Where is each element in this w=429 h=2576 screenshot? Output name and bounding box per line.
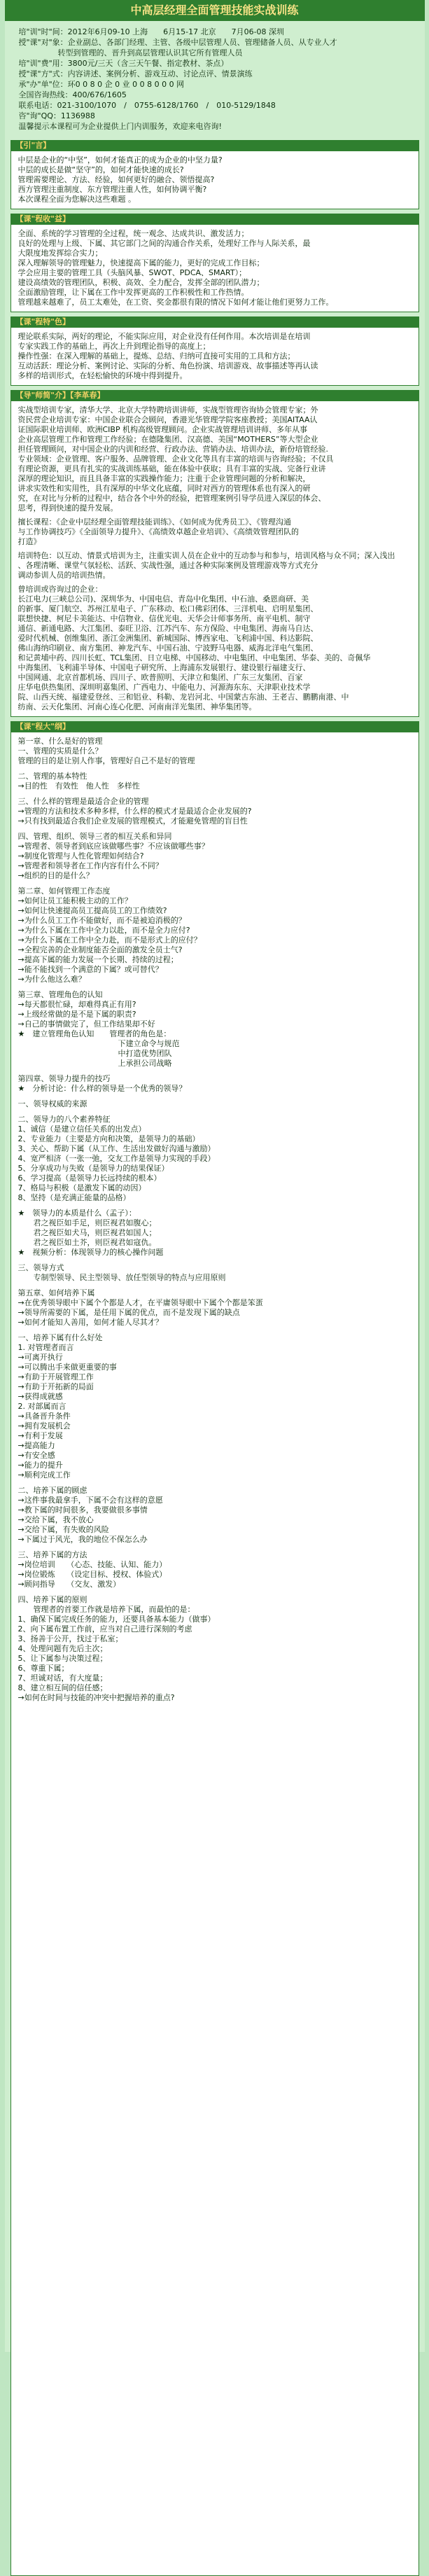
outline-line: 第三章、管理角色的认知 xyxy=(17,990,103,999)
section-line: 思考，得到快速的提升发展。 xyxy=(17,503,118,513)
section-body xyxy=(10,401,419,717)
outline-line: 中打造优势团队 xyxy=(17,1049,172,1058)
section-line: 西方管理注重制度、东方管理注重人性，如何协调平衡? xyxy=(17,185,207,194)
outline-line: →目的性 有效性 他人性 多样性 xyxy=(17,781,140,791)
outline-line: →每天都很忙碌，却难得真正有用? xyxy=(17,1000,136,1009)
outline-line: →具备晋升条件 xyxy=(17,1412,71,1421)
outline-line: →为什么下属在工作中全力赴，而不是形式上的应付？ xyxy=(17,935,202,945)
info-line: 转型到管理的、晋升到高层管理认识其它所有管理人员 xyxy=(57,48,243,57)
outline-gap xyxy=(18,1545,412,1550)
outline-line: →如何在时间与技能的冲突中把握培养的重点? xyxy=(17,1693,175,1702)
outline-line: →如何让员工能积极主动的工作？ xyxy=(17,896,132,905)
outline-line: →自己的事情做完了，但工作结果却不好 xyxy=(17,1019,155,1029)
outline-line: →为什么他这么难？ xyxy=(17,975,86,984)
section-line: 多样的培训形式，在轻松愉快的环境中得到提升。 xyxy=(17,371,188,380)
section-line: 大限度地发挥综合实力； xyxy=(17,249,103,258)
section-line: 证国际职业培训师、欧洲CIBP 机构高级管理顾问。企业实战管理培训讲师、多年从事 xyxy=(17,425,308,434)
outline-line: →全程完善的企业制度能否全面的激发全员士气? xyxy=(17,945,183,954)
outline-line: →可离开执行 xyxy=(17,1353,63,1362)
outline-line: →教下属的时间很多，我要做很多事情 xyxy=(17,1505,148,1515)
section-line: 互动活跃：理论分析、案例讨论、实际的分析、角色扮演、培训游戏、故事描述等再认读 xyxy=(17,361,318,370)
outline-line: 7、坦诚对话，有大度量； xyxy=(17,1673,108,1683)
outline-line: →在优秀领导眼中下属个个都是人才，在平庸领导眼中下属个个都是笨蛋 xyxy=(17,1298,263,1307)
info-line: 授"课"对"象：企业副总、各部门经理、主管、各级中层管理人员、管理储备人员、从专业人才 xyxy=(18,38,337,47)
outline-line: 2、专业能力（主要是方向和决策，是领导力的基础） xyxy=(17,1134,200,1143)
info-line: 培"训"费"用：3800元/三天（含三天午餐、指定教材、茶点） xyxy=(18,59,229,68)
section-line: 长江电力(三峡总公司)、深圳华为、中国电信、青岛中化集团、中石油、桑恩商研、美 xyxy=(17,594,309,604)
outline-header: 【课"程大"纲】 xyxy=(10,721,419,732)
outline-line: →如何才能知人善用，如何才能人尽其才？ xyxy=(17,1318,163,1327)
section-line: 深入理解领导的管理魅力，快速提高下属的能力，更好的完成工作目标； xyxy=(17,258,265,267)
outline-line: →交给下属，有失败的风险 xyxy=(17,1525,109,1534)
outline-gap xyxy=(18,1203,412,1209)
outline-line: →顾问指导 （交友、激发） xyxy=(17,1580,121,1589)
section-header: 【课"程特"色】 xyxy=(10,316,419,328)
outline-line: →提高下属的能力发展一个长期、持续的过程； xyxy=(17,955,178,964)
outline-body xyxy=(10,732,419,2576)
outline-line: →只有找到最适合我们企业发展的管理模式，才能避免管理的盲目性 xyxy=(17,816,248,826)
outline-line: 2. 对部属而言 xyxy=(17,1402,66,1411)
outline-line: →岗位锻炼 （设定目标、授权、体验式） xyxy=(17,1570,167,1579)
outline-gap xyxy=(18,1109,412,1115)
section-line: 深厚的理论知识，而且具备丰富的实践操作能力；注重于企业管理问题的分析和解决， xyxy=(17,474,311,483)
section-header: 【导"师简"介】【李革春】 xyxy=(10,390,419,401)
outline-line: →有利于发展 xyxy=(17,1431,63,1440)
section-line: 、各理清晰、课堂气氛轻松、活跃、实战性强，通过各种实际案例及管理游戏等方式充分 xyxy=(17,561,318,570)
section-line: 的新事、厦门航空、苏州江星电子、广东移动、松口佛彩团体、三洋机电、启明星集团、 xyxy=(17,604,318,613)
outline-line: 2、向下属布置工作前，应当对自己进行深刻的考虑 xyxy=(17,1624,192,1634)
section-line: 与工作协调技巧》《全面领导力提升》、《高绩效卓越企业培训》、《高绩效管理团队的 xyxy=(17,527,299,536)
section-line: 操作性强：在深入理解的基础上，提炼、总结、归纳可直接可实用的工具和方法； xyxy=(17,351,295,361)
outline-line: →可以腾出手来做更重要的事 xyxy=(17,1363,117,1372)
outline-line: →提高能力 xyxy=(17,1441,55,1450)
outline-line: →为什么下属在工作中全力以赴，而不是全力应付? xyxy=(17,926,190,935)
outline-gap xyxy=(18,984,412,990)
outline-line: →有助于开拓新的局面 xyxy=(17,1382,94,1391)
outline-line: 二、管理的基本特性 xyxy=(17,772,87,781)
outline-line: →管理的方法和技术多种多样，什么样的模式才是最适合企业发展的? xyxy=(17,807,252,816)
section-line: 打造》 xyxy=(17,537,41,546)
outline-line: →有安全感 xyxy=(17,1451,55,1460)
section-line: 全面激励管理，让下属在工作中发挥更高的工作积极性和工作热情。 xyxy=(17,288,249,297)
outline-line: 君之视臣如土芥，则臣视君如寇仇。 xyxy=(17,1238,157,1247)
section-line: 纺南、云天化集团、河南心连心化肥、河南南洋光集团、神华集团等。 xyxy=(17,702,257,711)
section-line: 中海集团、飞利浦半导体、中国电子研究所、上海浦东发展银行、建设银行福建支行、 xyxy=(17,663,311,672)
outline-line: ★ 分析讨论：什么样的领导是一个优秀的领导？ xyxy=(17,1084,187,1093)
outline-line: 一、领导权威的来源 xyxy=(17,1099,87,1108)
outline-gap xyxy=(18,826,412,832)
section-line: 中国网通、北京首都机场、四川子、欧普照明、天津立和集团、广东三友集团、百家 xyxy=(17,673,303,682)
section-header: 【课"程收"益】 xyxy=(10,214,419,225)
outline-line: →拥有发展机会 xyxy=(17,1421,71,1430)
course-info xyxy=(5,21,425,136)
section-line: 联想快捷、柯尼卡美能达、中信物业、信优光电、天华会计师事务所、南平电机、制守 xyxy=(17,614,311,623)
info-line: 联系电话：021-3100/1070 / 0755-6128/1760 / 010-5129/1848 xyxy=(18,101,276,110)
outline-line: 8、建立相互间的信任感； xyxy=(17,1683,108,1692)
outline-line: →能力的提升 xyxy=(17,1461,63,1470)
outline-line: →管理者和领导者在工作内容有什么不同？ xyxy=(17,861,163,870)
section-line: 学会应用主要的管理工具（头脑风暴、SWOT、PDCA、SMART）； xyxy=(17,268,247,277)
outline-gap xyxy=(18,1283,412,1288)
info-line: 全国咨询热线：400/676/1605 xyxy=(18,90,127,99)
page xyxy=(5,0,425,2352)
section-line: 担任管理顾问，对中国企业的内训和经营、行政办法、营销办法、培训办法，新份培管经验. xyxy=(17,445,328,454)
outline-gap xyxy=(18,881,412,886)
outline-line: →如何让快速提高员工提高员工的工作绩效? xyxy=(17,906,167,915)
section-line: 爱时代机械、创维集团、浙江金洲集团、新城国际、博西家电、飞利浦中国、科达影院、 xyxy=(17,634,318,643)
section-line: 讲求实效性和实用性，具有深厚的中华文化底蕴，同时对西方的管理体系也有深入的研 xyxy=(17,484,311,493)
outline-line: 四、管理、组织、领导三者的相互关系和异同 xyxy=(17,832,172,841)
section-line: 和记黄埔中药、四川长虹、TCL集团、日立电梯、中国移动、中电集团、中电集团、华泰、美的、奇佩华 xyxy=(17,653,371,662)
outline-line: 3、扬善于公开，找过于私室； xyxy=(17,1634,123,1643)
outline-line: →能不能找到一个满意的下属？或可替代？ xyxy=(17,965,163,974)
outline-line: →下属过于风光，我的地位不保怎么办 xyxy=(17,1535,148,1544)
section-line: 中层是企业的“中坚”，如何才能真正的成为企业的中坚力量? xyxy=(17,155,223,165)
section-line: 曾培训或咨询过的企业： xyxy=(17,585,103,594)
outline-line: 专制型领导、民主型领导、放任型领导的特点与应用原则 xyxy=(17,1273,226,1282)
section-body xyxy=(10,151,419,209)
outline-line: →交给下属，我不放心 xyxy=(17,1515,94,1524)
outline-line: 一、管理的实质是什么？ xyxy=(17,746,103,756)
outline-line: 1、诚信（是建立信任关系的出发点） xyxy=(17,1125,146,1134)
section-line: 通信、新通电路、大江集团、泰旺卫浴、江苏汽车、东方保险、中电集团、海南马自达、 xyxy=(17,624,318,633)
section-body xyxy=(10,225,419,312)
outline-gap xyxy=(18,766,412,772)
info-line: 授"课"方"式：内容讲述、案例分析、游戏互动、讨论点评、情景演练 xyxy=(18,69,253,78)
outline-line: 四、培养下属的原则 xyxy=(17,1595,87,1604)
outline-line: 第四章、领导力提升的技巧 xyxy=(17,1074,111,1083)
section-line: 理论联系实际，两好的理论，不能实际应用，对企业没有任何作用。本次培训是在培训 xyxy=(17,332,311,341)
outline-line: 4、宽严相济（一张一弛，交友工作是领导力实现的手段） xyxy=(17,1154,216,1163)
section-line: 管理需要理论、方法、经验，如何更好的融合、领悟提高? xyxy=(17,175,215,184)
section-line: 究，在对比与分析的过程中，结合各个中外的经验，把管理案例引导学员进入深层的体会、 xyxy=(17,494,326,503)
outline-line: 二、培养下属的顾虑 xyxy=(17,1486,87,1495)
outline-line: →管理者、领导者到底应该做哪些事？不应该做哪些事？ xyxy=(17,842,209,851)
info-line: 培"训"时"间：2012年6月09-10 上海 6月15-17 北京 7月06-08 深圳 xyxy=(18,27,285,36)
outline-line: 4、处理问题有先后主次； xyxy=(17,1644,108,1653)
outline-line: →顺利完成工作 xyxy=(17,1470,71,1480)
info-line: 咨"询"QQ：1136988 xyxy=(18,111,95,120)
section-line: 院、山西天统、福建爱登丝、三和铝业、科勒、龙岩河北、中国蒙古东油、王老吉、鹏鹏南港、中 xyxy=(17,692,349,702)
sections-container xyxy=(5,140,425,717)
outline-gap xyxy=(18,1480,412,1486)
section-body xyxy=(10,328,419,386)
section-line: 全面、系统的学习管理的全过程，统一观念、达成共识、激发活力； xyxy=(17,229,249,238)
outline-gap xyxy=(18,1328,412,1333)
outline-line: →领导所需要的下属，是任用下属的优点，而不是发现下属的缺点 xyxy=(17,1308,240,1317)
outline-line: ★ 建立管理角色认知 管理者的角色是： xyxy=(17,1029,171,1038)
outline-line: ★ 视频分析：体现领导力的核心操作问题 xyxy=(17,1248,164,1257)
outline-line: 三、什么样的管理是最适合企业的管理 xyxy=(17,797,149,806)
outline-line: →岗位培训 （心态、技能、认知、能力） xyxy=(17,1560,167,1569)
outline-line: 1. 对管理者而言 xyxy=(17,1343,74,1352)
outline-line: 5、让下属参与决策过程； xyxy=(17,1654,108,1663)
outline-gap xyxy=(18,791,412,797)
outline-line: 一、培养下属有什么好处 xyxy=(17,1333,103,1342)
outline-line: →制度化管理与人性化管理如何结合? xyxy=(17,851,144,861)
section-line: 良好的处理与上级、下属、其它部门之间的沟通合作关系，处理好工作与人际关系，最 xyxy=(17,239,311,248)
outline-line: →为什么员工工作不能做好，而不是被迫消极的？ xyxy=(17,916,186,925)
outline-line: 上承担公司战略 xyxy=(17,1059,172,1068)
outline-line: 3、关心、帮助下属（从工作、生活出发做好沟通与激励） xyxy=(17,1144,216,1153)
outline-line: 第二章、如何管理工作态度 xyxy=(17,886,111,896)
outline-line: →有助于开展管理工作 xyxy=(17,1372,94,1381)
section-line: 擅长课程：《企业中层经理全面管理技能训练》、《如何成为优秀员工》、《管理沟通 xyxy=(17,517,291,527)
outline-line: 6、尊重下属； xyxy=(17,1664,69,1673)
section-line: 佛山海纳印刷业、南方集团、神龙汽车、中国石油、宁波野马电器、威海北洋电气集团、 xyxy=(17,643,318,653)
section-line: 建设高绩效的管理团队，积极、高效、全力配合，发挥全部的团队潜力； xyxy=(17,278,265,287)
section-line: 管理越来越难了，员工太难处，在工资、奖金都很有限的情况下如何才能让他们更努力工作。 xyxy=(17,298,334,307)
outline-line: →上级经常做的是不是下属的职责? xyxy=(17,1010,136,1019)
section-line: 资民营企业培训专家：中国企业联合会顾问，香港光华管理学院客座教授；美国AITAA认 xyxy=(17,415,318,424)
page-title: 中高层经理全面管理技能实战训练 xyxy=(5,0,425,21)
outline-line: 1、确保下属完成任务的能力，还要具备基本能力（做事） xyxy=(17,1615,216,1624)
section-line: 中层的成长是做“坚守”的，如何才能快速的成长? xyxy=(17,165,184,174)
info-line: 承"办"单"位：环0 0 8 0 企 0 业 0 0 8 0 0 0 网 xyxy=(18,80,185,89)
outline-line: 三、培养下属的方法 xyxy=(17,1550,87,1559)
outline-line: 君之视臣如手足，则臣视君如腹心； xyxy=(17,1218,157,1227)
outline-line: 5、分享成功与失败（是领导力的结果保证） xyxy=(17,1164,169,1173)
outline-line: 君之视臣如犬马，则臣视君如国人； xyxy=(17,1228,157,1237)
outline-gap xyxy=(18,1068,412,1074)
info-line: 温馨提示本课程可为企业提供上门内训服务，欢迎来电咨询! xyxy=(18,122,222,131)
outline-gap xyxy=(18,1094,412,1099)
section-header: 【引"言】 xyxy=(10,140,419,151)
section-line: 庄华电供热集团、深圳明嘉集团、广西电力、中能电力、河源海东东、天津职业技术学 xyxy=(17,683,311,692)
outline-line: 三、领导方式 xyxy=(17,1263,64,1272)
outline-line: 下建立命令与规范 xyxy=(17,1039,180,1048)
section-line: 本次课程全面为您解决这些难题 。 xyxy=(17,195,136,204)
outline-line: 二、领导力的八个素养特征 xyxy=(17,1115,111,1124)
outline-line: →这件事我最拿手，下属不会有这样的意愿 xyxy=(17,1496,163,1505)
outline-line: →获得成就感 xyxy=(17,1392,63,1401)
outline-gap xyxy=(18,1589,412,1595)
section-line: 培训特色：以互动、情景式培训为主，注重实训人员在企业中的互动参与和参与，培训风格与众不同；深入浅出 xyxy=(17,551,395,560)
section-line: 有理论资源，更具有扎实的实战训练基础，能在体验中获取；具有丰富的实战、完备行业讲 xyxy=(17,464,326,473)
section-line: 调动参训人员的培训热情。 xyxy=(17,571,111,580)
outline-line: 管理的目的是让别人作事，管理好自己不是好的管理 xyxy=(17,756,195,765)
outline-line: ★ 领导力的本质是什么（孟子）： xyxy=(17,1209,136,1218)
section-line: 专家实践工作的基础上，再次上升到理论指导的高度上； xyxy=(17,342,211,351)
outline-line: 第五章、如何培养下属 xyxy=(17,1288,95,1297)
section-line: 专业领域：企业管理、客户服务、品牌管理、企业文化等具有丰富的培训与咨询经验；不仅具 xyxy=(17,454,334,464)
outline-line: 8、坚持（是充满正能量的品格） xyxy=(17,1193,131,1202)
outline-gap xyxy=(18,1258,412,1263)
section-line: 实战型培训专家，清华大学、北京大学特聘培训讲师，实战型管理咨询协会管理专家；外 xyxy=(17,405,318,415)
outline-line: 管理者的首要工作就是培养下属，而最怕的是： xyxy=(17,1605,195,1614)
outline-line: 6、学习提高（是领导力长远持续的根本） xyxy=(17,1174,162,1183)
section-line: 企业高层管理工作和管理工作经验；在德隆集团、汉高德、美国“MOTHERS”等大型企业 xyxy=(17,435,318,444)
outline-line: 7、格局与积极（是激发下属的动因） xyxy=(17,1183,146,1192)
outline-line: 第一章、什么是好的管理 xyxy=(17,737,103,746)
outline-line: →组织的目的是什么？ xyxy=(17,871,94,880)
